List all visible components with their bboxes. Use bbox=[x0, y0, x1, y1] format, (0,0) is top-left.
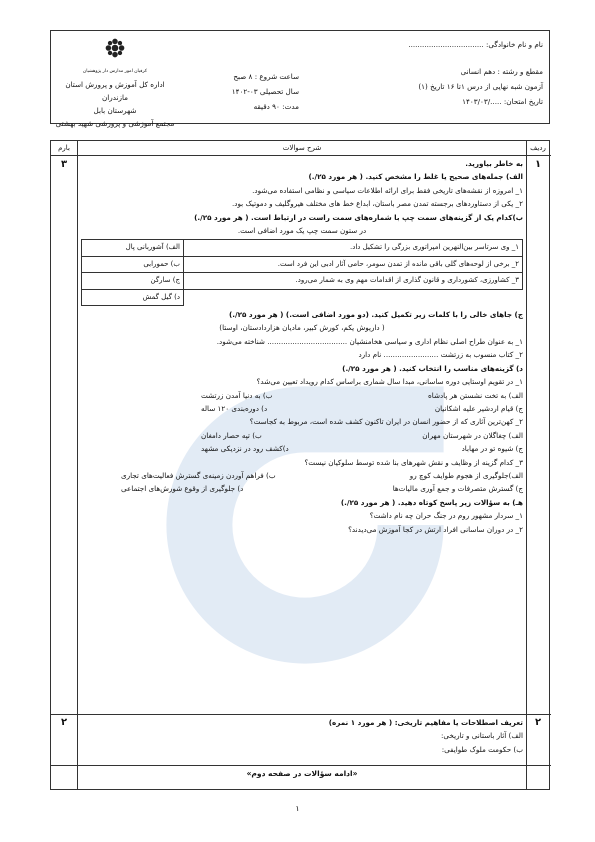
q1-d2-options-ab bbox=[81, 429, 523, 442]
q2-a: الف) آثار باستانی و تاریخی: bbox=[441, 731, 523, 741]
col-header-score: بارم bbox=[51, 141, 77, 156]
q1-e1: ۱_ سردار مشهور روم در جنگ حران چه نام داشت؟ bbox=[369, 511, 523, 521]
exam-date: تاریخ امتحان: ...../۱۴۰۳/۰۳ bbox=[462, 97, 543, 106]
q1-b-note: در ستون سمت چپ یک مورد اضافی است. bbox=[237, 226, 367, 236]
org-line-4: مجتمع آموزشی و پرورشی شهید بهشتی bbox=[55, 119, 175, 128]
table-row bbox=[82, 240, 523, 256]
option[interactable]: ج) شیوه تو در مهاباد bbox=[461, 444, 523, 454]
questions-table bbox=[50, 140, 550, 790]
q1-d2: ۲_ کهن‌ترین آثاری که از حضور انسان در ایران تاکنون کشف شده است، مربوط به کجاست؟ bbox=[249, 417, 523, 427]
q1-d3-options-ab bbox=[81, 469, 523, 482]
q2-b: ب) حکومت ملوک طوایفی: bbox=[441, 744, 523, 754]
matching-table bbox=[81, 239, 523, 306]
match-left: د) گیل گمش bbox=[82, 289, 184, 305]
org-line-1: کرفیان امور مدارس دار پژوهشیان bbox=[82, 69, 148, 74]
q1-content bbox=[81, 157, 523, 536]
q1-d-title: د) گزینه‌های مناسب را انتخاب کنید. ( هر مورد ۲۵/.) bbox=[342, 363, 523, 373]
student-name-field[interactable]: نام و نام خانوادگی: ................................. bbox=[408, 40, 543, 49]
q1-d1: ۱_ در تقویم اوستایی دوره ساسانی، مبدا سال شماری براساس کدام رویداد تعیین می‌شد؟ bbox=[256, 377, 523, 387]
q1-score: ۳ bbox=[60, 159, 68, 170]
q1-c1: ۱_ به عنوان طراح اصلی نظام اداری و سیاسی هخامنشیان ................................... شناخته می‌شود. bbox=[216, 336, 523, 346]
q1-c-words: ( داریوش یکم، کورش کبیر، مادیان هزاردادستان، اوستا) bbox=[219, 323, 385, 333]
grade-label: مقطع و رشته : دهم انسانی bbox=[460, 67, 543, 76]
option[interactable]: الف) به تخت نشستن هر پادشاه bbox=[428, 390, 523, 400]
academic-year: سال تحصیلی ۰۳-۱۴۰۲ bbox=[231, 87, 299, 96]
col-header-row: ردیف bbox=[527, 141, 549, 156]
match-left: ب) حمورابی bbox=[82, 256, 184, 272]
q1-d3-options-cd bbox=[81, 482, 523, 495]
q1-e-title: هـ) به سؤالات زیر پاسخ کوتاه دهید. ( هر مورد ۲۵/.) bbox=[340, 497, 523, 507]
exam-header bbox=[50, 30, 550, 128]
q1-a2: ۲_ یکی از دستاوردهای برجسته تمدن مصر باستان، ابداع خط های مختلف هیروگلیف و دموتیک بود. bbox=[231, 199, 523, 209]
option[interactable]: ب) فراهم آوردن زمینه‌ی گسترش فعالیت‌های تجاری bbox=[121, 470, 276, 480]
page-number: ۱ bbox=[295, 804, 300, 813]
match-right: ۳_ کشاورزی، کشورداری و قانون گذاری از اقدامات مهم وی به شمار می‌رود. bbox=[184, 273, 523, 289]
match-left: ج) سارگن bbox=[82, 273, 184, 289]
q1-e2: ۲_ در دوران ساسانی افراد ارتش در کجا آموزش می‌دیدند؟ bbox=[348, 524, 523, 534]
ministry-logo-icon bbox=[104, 37, 126, 59]
row-number-column bbox=[526, 141, 549, 789]
org-line-3: شهرستان بابل bbox=[93, 106, 137, 115]
q1-d1-options-cd bbox=[81, 402, 523, 415]
table-row bbox=[82, 256, 523, 272]
option[interactable]: الف) چغاگلان در شهرستان مهران bbox=[422, 430, 523, 440]
option[interactable]: د) جلوگیری از وقوع شورش‌های اجتماعی bbox=[121, 484, 244, 494]
match-right bbox=[184, 289, 523, 305]
q1-a1: ۱_ امروزه از نقشه‌های تاریخی فقط برای ارائه اطلاعات سیاسی و نظامی استفاده می‌شود. bbox=[252, 185, 523, 195]
match-right: ۱_ وی سرتاسر بین‌النهرین امپراتوری بزرگی را تشکیل داد. bbox=[184, 240, 523, 256]
option[interactable]: الف)جلوگیری از هجوم طوایف کوچ رو bbox=[409, 470, 523, 480]
q1-d1-options-ab bbox=[81, 389, 523, 402]
q2-score: ۲ bbox=[60, 717, 68, 728]
table-row bbox=[82, 289, 523, 305]
q2-number: ۲ bbox=[534, 717, 542, 728]
org-line-2: اداره کل آموزش و پرورش استان مازندران bbox=[65, 80, 165, 102]
q1-c-title: ج) جاهای خالی را با کلمات زیر تکمیل کنید. (دو مورد اضافی است.) ( هر مورد ۲۵/.) bbox=[228, 310, 523, 320]
q1-b-title: ب)کدام یک از گزینه‌های سمت چپ با شماره‌های سمت راست در ارتباط است. ( هر مورد ۲۵/.) bbox=[194, 212, 523, 222]
q1-c2: ۲_ کتاب منسوب به زرتشت ........................ نام دارد bbox=[358, 350, 523, 360]
continue-note: «ادامه سؤالات در صفحه دوم» bbox=[246, 769, 358, 778]
match-left: الف) آشوربانی پال bbox=[82, 240, 184, 256]
q1-d3: ۳_ کدام گزینه از وظایف و نقش شهرهای بنا شده توسط سلوکیان نیست؟ bbox=[304, 457, 523, 467]
duration: مدت: ۹۰ دقیقه bbox=[253, 102, 299, 111]
col-header-desc: شرح سوالات bbox=[77, 141, 527, 156]
start-time: ساعت شروع : ۸ صبح bbox=[233, 72, 299, 81]
option[interactable]: د) دوره‌بندی ۱۲۰ ساله bbox=[201, 403, 268, 413]
table-row bbox=[82, 273, 523, 289]
q2-title: تعریف اصطلاحات یا مفاهیم تاریخی: ( هر مورد ۱ نمره) bbox=[328, 718, 523, 727]
option[interactable]: د)کشف رود در نزدیکی مشهد bbox=[201, 444, 289, 454]
q1-d2-options-cd bbox=[81, 442, 523, 455]
q1-number: ۱ bbox=[534, 159, 542, 170]
option[interactable]: ج) قیام اردشیر علیه اشکانیان bbox=[434, 403, 523, 413]
q1-intro: به خاطر بیاورید. bbox=[465, 159, 523, 168]
option[interactable]: ب) به دنیا آمدن زرتشت bbox=[201, 390, 273, 400]
exam-title: آزمون شبه نهایی از درس ۱تا ۱۶ تاریخ (۱) bbox=[418, 82, 543, 91]
option[interactable]: ب) تپه حصار دامغان bbox=[201, 430, 262, 440]
score-column bbox=[51, 141, 78, 789]
q2-content bbox=[81, 716, 523, 756]
match-right: ۲_ برخی از لوحه‌های گلی باقی مانده از تمدن سومر، حامی آثار ادبی این فرد است. bbox=[184, 256, 523, 272]
q1-a-title: الف) جمله‌های صحیح یا غلط را مشخص کنید. ( هر مورد ۲۵/.) bbox=[308, 172, 523, 182]
option[interactable]: ج) گسترش متصرفات و جمع آوری مالیات‌ها bbox=[392, 484, 523, 494]
